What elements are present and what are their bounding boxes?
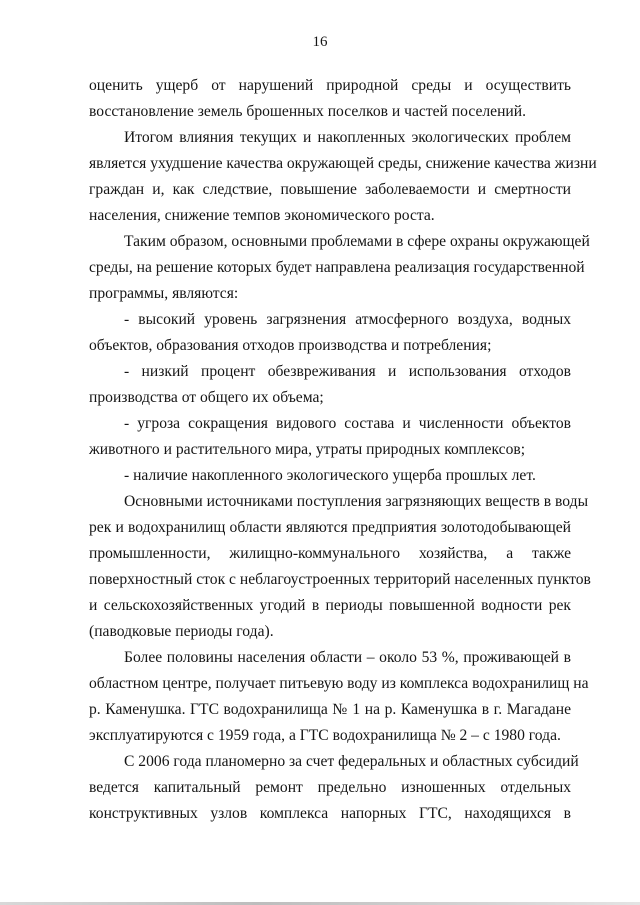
text-line: эксплуатируются с 1959 года, а ГТС водохранилища № 2 – с 1980 года.	[89, 727, 561, 744]
text-line: производства от общего их объема;	[89, 389, 324, 406]
text-line: рек и водохранилищ области являются предприятия золотодобывающей	[89, 519, 571, 536]
text-line: животного и растительного мира, утраты природных комплексов;	[89, 441, 526, 458]
list-item: - низкий процент обезвреживания и использования отходов	[124, 363, 571, 380]
text-line: объектов, образования отходов производства и потребления;	[89, 337, 492, 354]
text-line: поверхностный сток с неблагоустроенных территорий населенных пунктов	[89, 571, 591, 588]
text-line: является ухудшение качества окружающей среды, снижение качества жизни	[89, 155, 597, 172]
text-line: оценить ущерб от нарушений природной среды и осуществить	[89, 77, 571, 94]
text-line: и сельскохозяйственных угодий в периоды повышенной водности рек	[89, 597, 571, 614]
text-line: Итогом влияния текущих и накопленных экологических проблем	[124, 129, 571, 146]
list-item: - наличие накопленного экологического ущерба прошлых лет.	[124, 467, 536, 484]
text-line: промышленности, жилищно-коммунального хозяйства, а также	[89, 545, 571, 562]
list-item: - угроза сокращения видового состава и численности объектов	[124, 415, 571, 432]
text-line: восстановление земель брошенных поселков и частей поселений.	[89, 103, 526, 120]
page-number: 16	[312, 34, 328, 50]
text-line: конструктивных узлов комплекса напорных ГТС, находящихся в	[89, 805, 571, 822]
text-line: граждан и, как следствие, повышение заболеваемости и смертности	[89, 181, 571, 198]
text-line: областном центре, получает питьевую воду из комплекса водохранилищ на	[89, 675, 589, 692]
text-line: программы, являются:	[89, 285, 239, 302]
list-item: - высокий уровень загрязнения атмосферного воздуха, водных	[124, 311, 571, 328]
text-line: Основными источниками поступления загрязняющих веществ в воды	[124, 493, 589, 510]
text-line: (паводковые периоды года).	[89, 623, 274, 640]
text-line: ведется капитальный ремонт предельно изношенных отдельных	[89, 779, 571, 796]
text-line: населения, снижение темпов экономического роста.	[89, 207, 435, 224]
text-line: среды, на решение которых будет направлена реализация государственной	[89, 259, 585, 276]
text-line: Более половины населения области – около 53 %, проживающей в	[124, 649, 571, 666]
text-line: С 2006 года планомерно за счет федеральных и областных субсидий	[124, 753, 579, 770]
text-line: Таким образом, основными проблемами в сфере охраны окружающей	[124, 233, 590, 250]
text-line: р. Каменушка. ГТС водохранилища № 1 на р. Каменушка в г. Магадане	[89, 701, 571, 718]
